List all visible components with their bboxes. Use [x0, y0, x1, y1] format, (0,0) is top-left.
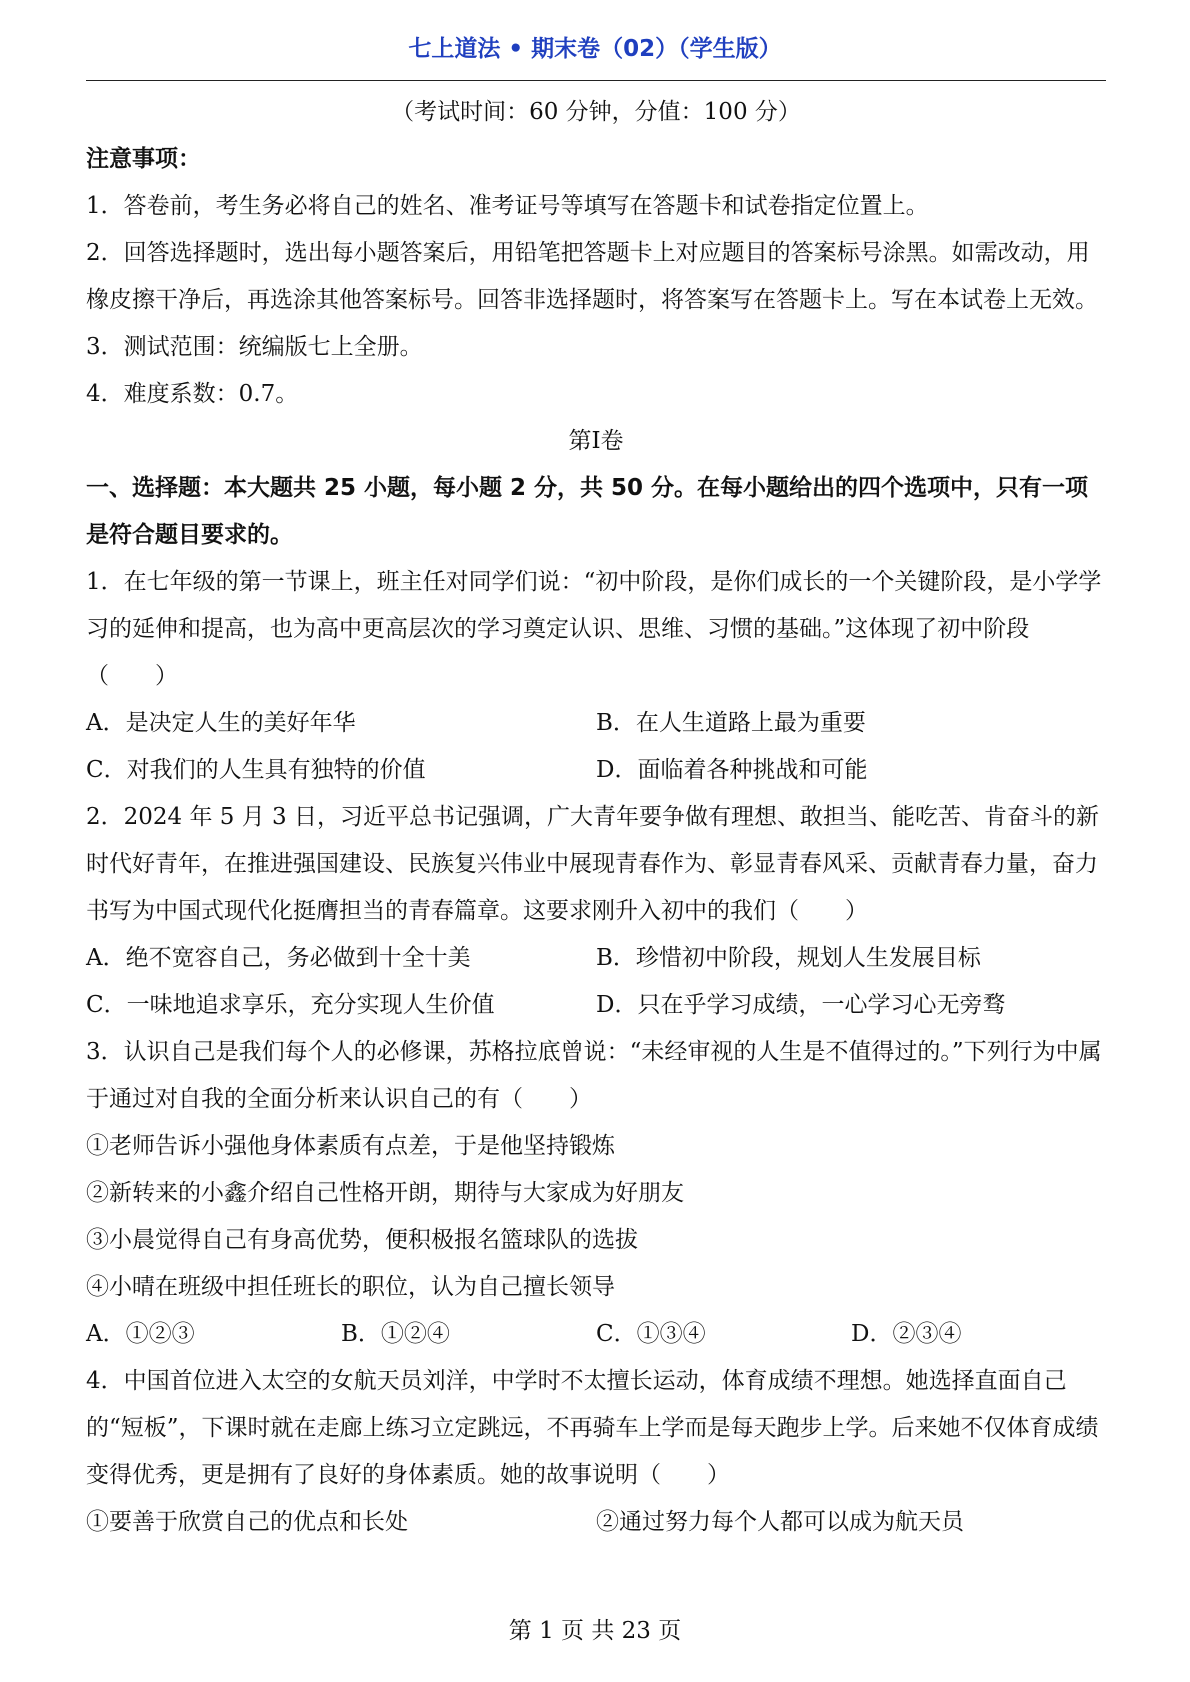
volume-label: 第I卷: [568, 428, 624, 454]
question-3-options: [86, 1311, 1106, 1358]
question-1-option-b: B．在人生道路上最为重要: [596, 710, 866, 736]
question-1-option-c: C．对我们的人生具有独特的价值: [86, 757, 426, 783]
page-content: [86, 89, 1106, 1546]
question-3-stem: 3．认识自己是我们每个人的必修课，苏格拉底曾说：“未经审视的人生是不值得过的。”下列行为中属于通过对自我的全面分析来认识自己的有（ ）: [86, 1039, 1102, 1112]
note-item-3: 3．测试范围：统编版七上全册。: [86, 334, 423, 360]
question-1-options-row-2: [86, 747, 1106, 794]
question-3-option-d: D．②③④: [851, 1321, 962, 1347]
question-3-statement-3: ③小晨觉得自己有身高优势，便积极报名篮球队的选拔: [86, 1227, 638, 1253]
question-4-stem: 4．中国首位进入太空的女航天员刘洋，中学时不太擅长运动，体育成绩不理想。她选择直面自己的“短板”，下课时就在走廊上练习立定跳远，不再骑车上学而是每天跑步上学。后来她不仅体育成绩变得优秀，更是拥有了良好的身体素质。她的故事说明（ ）: [86, 1368, 1099, 1488]
header-divider: [86, 80, 1106, 81]
note-item-4: 4．难度系数：0.7。: [86, 381, 299, 407]
question-2-options-row-2: [86, 982, 1106, 1029]
question-3-statement-2: ②新转来的小鑫介绍自己性格开朗，期待与大家成为好朋友: [86, 1180, 684, 1206]
question-3-option-b: B．①②④: [341, 1321, 450, 1347]
page-header-title: 七上道法 • 期末卷（02）（学生版）: [408, 36, 782, 62]
page-footer: 第 1 页 共 23 页: [508, 1618, 682, 1644]
note-item-2: 2．回答选择题时，选出每小题答案后，用铅笔把答题卡上对应题目的答案标号涂黑。如需改动，用橡皮擦干净后，再选涂其他答案标号。回答非选择题时，将答案写在答题卡上。写在本试卷上无效。: [86, 240, 1098, 313]
question-4-statement-1: ①要善于欣赏自己的优点和长处: [86, 1509, 408, 1535]
question-2-option-c: C．一味地追求享乐，充分实现人生价值: [86, 992, 495, 1018]
question-3-option-a: A．①②③: [86, 1321, 195, 1347]
question-4-statement-2: ②通过努力每个人都可以成为航天员: [596, 1509, 964, 1535]
question-2-options-row-1: [86, 935, 1106, 982]
question-2-option-a: A．绝不宽容自己，务必做到十全十美: [86, 945, 471, 971]
question-3-option-c: C．①③④: [596, 1321, 706, 1347]
question-1-option-d: D．面临着各种挑战和可能: [596, 757, 868, 783]
section-title: 一、选择题：本大题共 25 小题，每小题 2 分，共 50 分。在每小题给出的四个选项中，只有一项是符合题目要求的。: [86, 475, 1089, 548]
question-3-statement-1: ①老师告诉小强他身体素质有点差，于是他坚持锻炼: [86, 1133, 615, 1159]
question-2-stem: 2．2024 年 5 月 3 日，习近平总书记强调，广大青年要争做有理想、敢担当、能吃苦、肯奋斗的新时代好青年，在推进强国建设、民族复兴伟业中展现青春作为、彰显青春风采、贡献青春力量，奋力书写为中国式现代化挺膺担当的青春篇章。这要求刚升入初中的我们（ ）: [86, 804, 1099, 924]
question-2-option-b: B．珍惜初中阶段，规划人生发展目标: [596, 945, 981, 971]
note-item-1: 1．答卷前，考生务必将自己的姓名、准考证号等填写在答题卡和试卷指定位置上。: [86, 193, 929, 219]
notes-heading: 注意事项：: [86, 146, 201, 172]
question-3-statement-4: ④小晴在班级中担任班长的职位，认为自己擅长领导: [86, 1274, 615, 1300]
exam-info: （考试时间：60 分钟，分值：100 分）: [391, 99, 801, 125]
question-4-statements-row: [86, 1499, 1106, 1546]
question-1-stem: 1．在七年级的第一节课上，班主任对同学们说：“初中阶段，是你们成长的一个关键阶段，是小学学习的延伸和提高，也为高中更高层次的学习奠定认识、思维、习惯的基础。”这体现了初中阶段（ ）: [86, 569, 1102, 689]
question-1-options-row-1: [86, 700, 1106, 747]
question-1-option-a: A．是决定人生的美好年华: [86, 710, 356, 736]
question-2-option-d: D．只在乎学习成绩，一心学习心无旁骛: [596, 992, 1006, 1018]
